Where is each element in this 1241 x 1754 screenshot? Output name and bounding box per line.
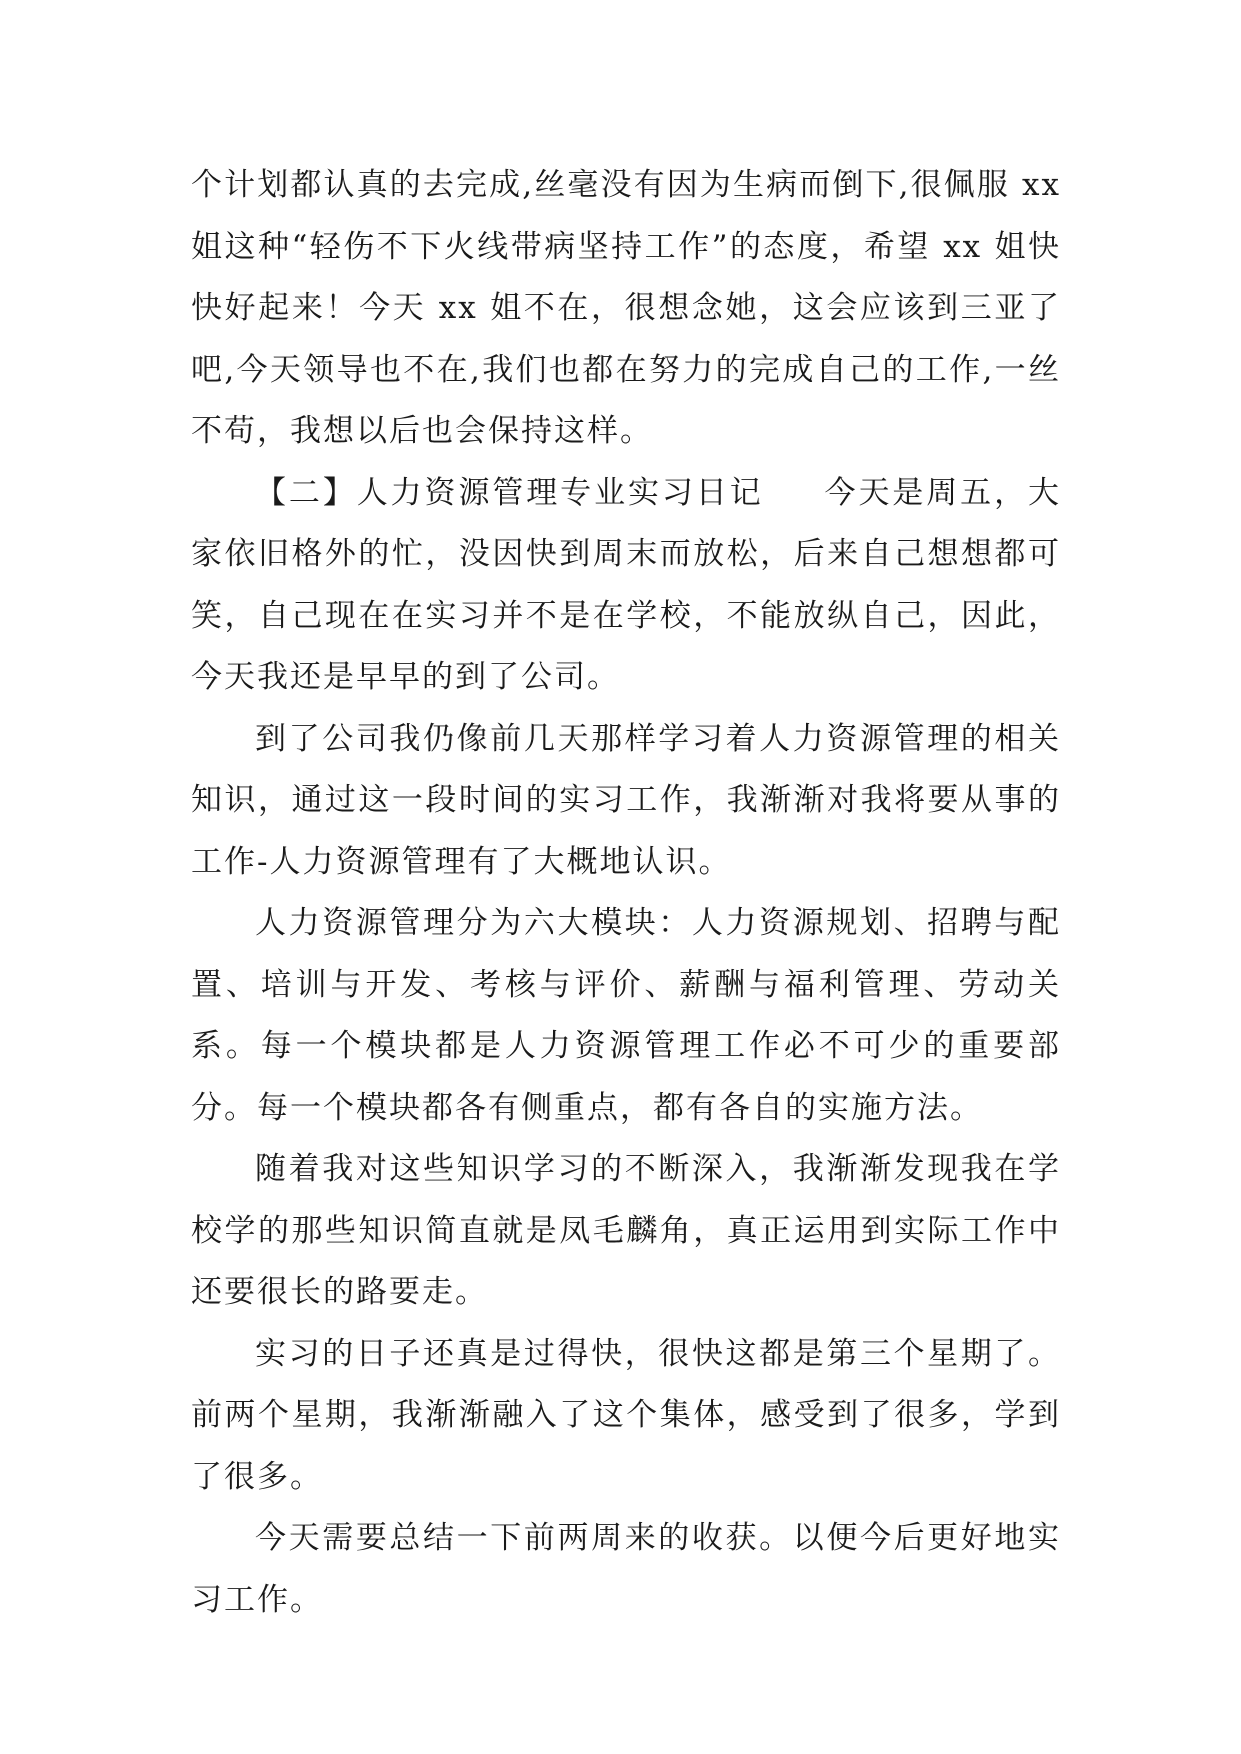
paragraph-4: 人力资源管理分为六大模块：人力资源规划、招聘与配置、培训与开发、考核与评价、薪酬与福利管理、劳动关系。每一个模块都是人力资源管理工作必不可少的重要部分。每一个模块都各有侧重点，都有各自的实施方法。	[191, 905, 1061, 1126]
paragraph-2-text: 今天是周五，大家依旧格外的忙，没因快到周末而放松，后来自己想想都可笑，自己现在在实习并不是在学校，不能放纵自己，因此，今天我还是早早的到了公司。	[191, 474, 1062, 695]
section-heading: 【二】人力资源管理专业实习日记	[255, 474, 764, 511]
paragraph-7: 今天需要总结一下前两周来的收获。以便今后更好地实习工作。	[191, 1520, 1061, 1618]
paragraph-1: 个计划都认真的去完成,丝毫没有因为生病而倒下,很佩服 xx 姐这种“轻伤不下火线带病坚持工作”的态度，希望 xx 姐快快好起来！今天 xx 姐不在，很想念她，这会应该到三亚了吧,今天领导也不在,我们也都在努力的完成自己的工作,一丝不苟，我想以后也会保持这样。	[191, 167, 1061, 449]
paragraph-5: 随着我对这些知识学习的不断深入，我渐渐发现我在学校学的那些知识简直就是凤毛麟角，真正运用到实际工作中还要很长的路要走。	[191, 1151, 1061, 1310]
paragraph-2	[191, 463, 1061, 709]
paragraph-6: 实习的日子还真是过得快，很快这都是第三个星期了。前两个星期，我渐渐融入了这个集体，感受到了很多，学到了很多。	[191, 1335, 1061, 1495]
paragraph-3: 到了公司我仍像前几天那样学习着人力资源管理的相关知识，通过这一段时间的实习工作，我渐渐对我将要从事的工作-人力资源管理有了大概地认识。	[191, 720, 1061, 880]
document-body	[191, 155, 1061, 1631]
